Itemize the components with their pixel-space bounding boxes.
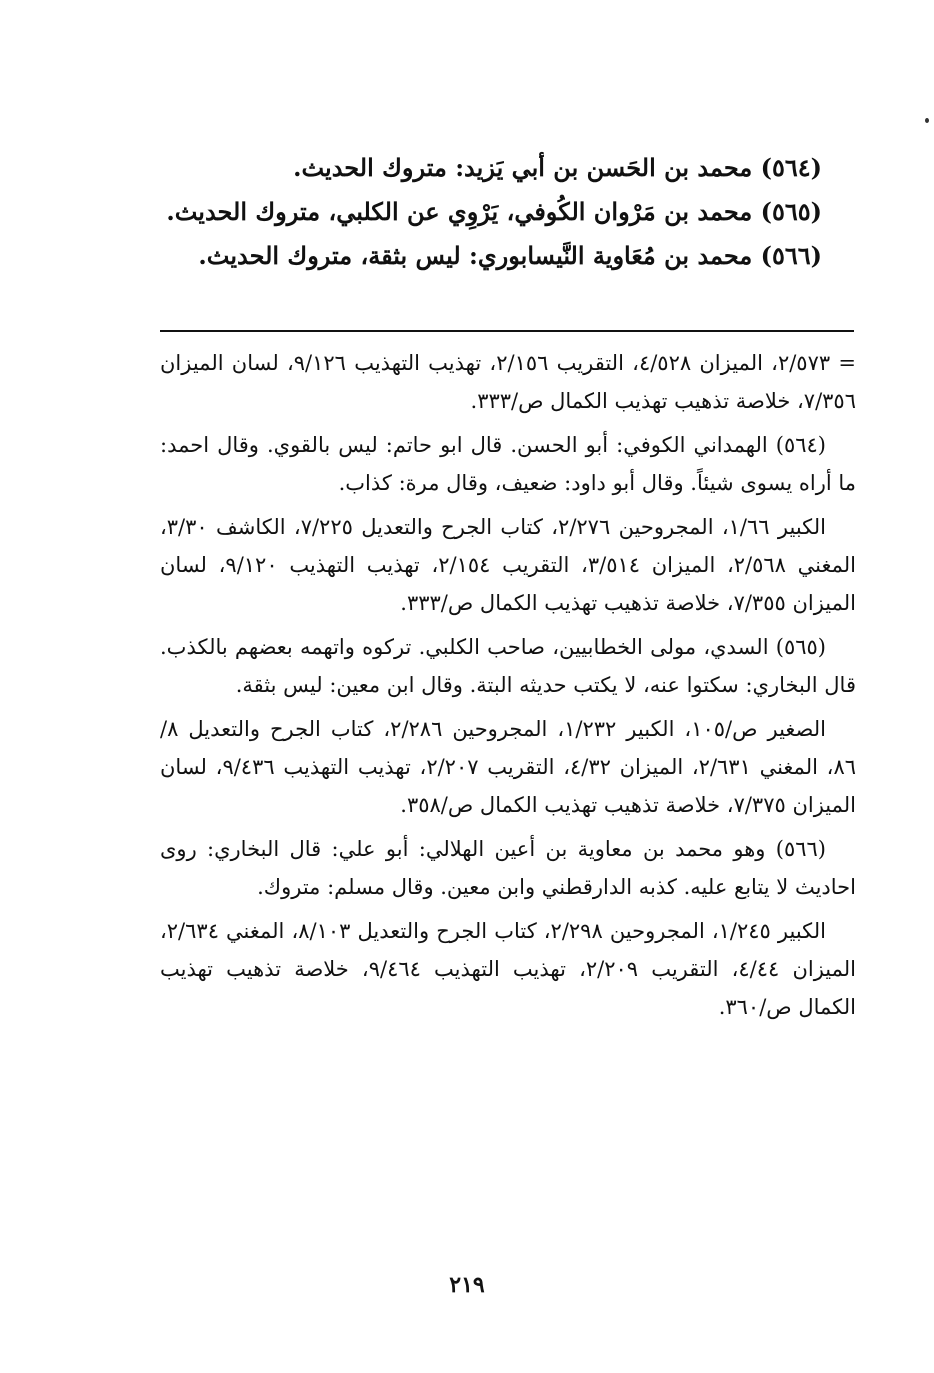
- footnote-566-bio: (٥٦٦) وهو محمد بن معاوية بن أعين الهلالي: أبو علي: قال البخاري: روى احاديث لا يتابع عليه. كذبه الدارقطني وابن معين. وقال مسلم: متروك.: [160, 837, 856, 899]
- footnote-divider: [160, 330, 854, 332]
- main-entry-564: (٥٦٤) محمد بن الحَسن بن أبي يَزيد: متروك الحديث.: [293, 153, 822, 182]
- footnote-565-sources: الصغير ص/١٠٥، الكبير ١/٢٣٢، المجروحين ٢/٢٨٦، كتاب الجرح والتعديل ٨/ ٨٦، المغني ٢/٦٣١، الميزان ٤/٣٢، التقريب ٢/٢٠٧، تهذيب التهذيب ٩/٤٣٦، لسان الميزان ٧/٣٧٥، خلاصة تذهيب تهذيب الكمال ص/٣٥٨.: [160, 717, 856, 817]
- scan-speck: [925, 118, 929, 123]
- footnote-564-sources: الكبير ١/٦٦، المجروحين ٢/٢٧٦، كتاب الجرح والتعديل ٧/٢٢٥، الكاشف ٣/٣٠، المغني ٢/٥٦٨، الميزان ٣/٥١٤، التقريب ٢/١٥٤، تهذيب التهذيب ٩/١٢٠، لسان الميزان ٧/٣٥٥، خلاصة تذهيب تهذيب الكمال ص/٣٣٣.: [160, 515, 857, 615]
- main-entries: [150, 146, 822, 278]
- footnotes: [160, 344, 856, 1032]
- footnote-564-bio: (٥٦٤) الهمداني الكوفي: أبو الحسن. قال ابو حاتم: ليس بالقوي. وقال احمد: ما أراه يسوى شيئاً. وقال أبو داود: ضعيف، وقال مرة: كذاب.: [160, 433, 856, 495]
- footnote-566-sources: الكبير ١/٢٤٥، المجروحين ٢/٢٩٨، كتاب الجرح والتعديل ٨/١٠٣، المغني ٢/٦٣٤، الميزان ٤/٤٤، التقريب ٢/٢٠٩، تهذيب التهذيب ٩/٤٦٤، خلاصة تذهيب تهذيب الكمال ص/٣٦٠.: [160, 919, 857, 1019]
- footnote-565-bio: (٥٦٥) السدي، مولى الخطابيين، صاحب الكلبي. تركوه واتهمه بعضهم بالكذب. قال البخاري: سكتوا عنه، لا يكتب حديثه البتة. وقال ابن معين: ليس بثقة.: [160, 635, 856, 697]
- main-entry-565: (٥٦٥) محمد بن مَرْوان الكُوفي، يَرْوِي عن الكلبي، متروك الحديث.: [166, 197, 822, 226]
- footnote-continuation: = ٢/٥٧٣، الميزان ٤/٥٢٨، التقريب ٢/١٥٦، تهذيب التهذيب ٩/١٢٦، لسان الميزان ٧/٣٥٦، خلاصة تذهيب تهذيب الكمال ص/٣٣٣.: [160, 351, 856, 413]
- main-entry-566: (٥٦٦) محمد بن مُعَاوية النَّيسابوري: ليس بثقة، متروك الحديث.: [198, 241, 822, 270]
- page-number: ٢١٩: [449, 1272, 485, 1298]
